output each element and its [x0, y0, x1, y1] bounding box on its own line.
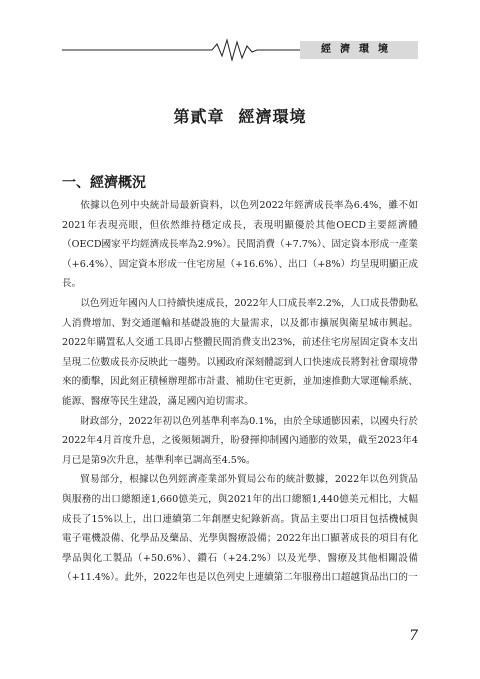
paragraph: 貿易部分，根據以色列經濟產業部外貿局公布的統計數據，2022年以色列貨品與服務的出口總額達1,660億美元，與2021年的出口總額1,440億美元相比，大幅成長了15%以上，出口連續第二年創歷史紀錄新高。貨品主要出口項目包括機械與電子電機設備、化學品及藥品、光學與醫療設備；2022年出口顯著成長的項目有化學品與化工製品（+50.6%）、鑽石（+24.2%）以及光學、醫療及其他相關設備（+11.4%）。此外，2022年也是以色列史上連續第二年服務出口超越貨品出口的一 — [62, 474, 418, 584]
paragraph: 以色列近年國內人口持續快速成長，2022年人口成長率2.2%，人口成長帶動私人消費增加、對交通運輸和基礎設施的大量需求，以及都市擴展與衛星城市興起。2022年購置私人交通工具即占整體民間消費支出23%，前述住宅房屋固定資本支出呈現二位數成長亦反映此一趨勢。以國政府深刻體認到人口快速成長將對社會環境帶來的衝擊，因此刻正積極辦理都市計畫、補助住宅更新，並加速推動大眾運輸系統、能源、醫療等民生建設，滿足國內迫切需求。 — [62, 297, 418, 407]
page-number: 7 — [409, 628, 418, 644]
section-heading: 一、經濟概況 — [62, 175, 146, 191]
header-section-label: 經濟環境 — [300, 41, 418, 59]
heartbeat-line-icon — [62, 38, 302, 62]
body-text — [62, 196, 418, 588]
chapter-number: 第貳章 — [173, 107, 225, 126]
chapter-title — [0, 104, 480, 127]
paragraph: 依據以色列中央統計局最新資料，以色列2022年經濟成長率為6.4%，雖不如2021年表現亮眼，但依然維持穩定成長，表現明顯優於其他OECD主要經濟體（OECD國家平均經濟成長率為2.9%）。民間消費（+7.7%）、固定資本形成一產業（+6.4%）、固定資本形成一住宅房屋（+16.6%）、出口（+8%）均呈現明顯正成長。 — [62, 200, 418, 290]
chapter-name: 經濟環境 — [238, 107, 307, 126]
running-header — [62, 38, 418, 62]
paragraph: 財政部分，2022年初以色列基準利率為0.1%，由於全球通膨因素，以國央行於2022年4月首度升息，之後頻頻調升，盼發揮抑制國內通膨的效果，截至2023年4月已是第9次升息，基準利率已調高至4.5%。 — [62, 415, 418, 466]
